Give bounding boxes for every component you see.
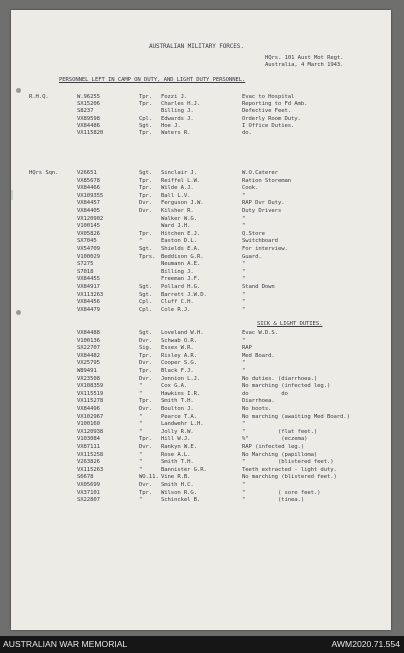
rank: Sgt.	[139, 330, 153, 336]
service-number: VX120902	[77, 215, 104, 222]
personnel-name: Schinckel B.	[161, 497, 201, 504]
remark: "	[242, 291, 246, 298]
personnel-name: Jolly R.W.	[161, 428, 194, 435]
personnel-name: Risley A.R.	[161, 352, 197, 359]
rank: Sgt.	[139, 170, 153, 176]
remark: " (blistered feet.)	[242, 459, 334, 466]
rank: Tpr.	[139, 101, 153, 108]
rank: "	[139, 451, 143, 458]
remark: Stand Down	[242, 284, 275, 290]
footer-bar	[0, 636, 404, 653]
rank: Tpr.	[139, 489, 153, 496]
remark: RAP (infected leg.)	[242, 444, 305, 450]
rank: Tpr.	[139, 185, 153, 192]
remark: Q.Store	[242, 230, 265, 237]
location-date: Australia, 4 March 1943.	[265, 62, 344, 68]
remark: "	[242, 192, 246, 199]
rank: Tprs.	[139, 253, 156, 260]
service-number: S7018	[77, 268, 94, 275]
rank: "	[139, 413, 143, 420]
sick-heading: SICK & LIGHT DUTIES.	[257, 321, 323, 327]
rank: Tpr.	[139, 130, 153, 136]
service-number: VX115519	[77, 390, 104, 397]
remark: No Marching (papilloma)	[242, 451, 318, 458]
service-number: VX84456	[77, 299, 100, 306]
remark: "	[242, 482, 246, 488]
remark: "	[242, 215, 246, 222]
service-number: VX84482	[77, 352, 100, 359]
service-number: VX54709	[77, 246, 100, 252]
document-page	[11, 10, 391, 630]
remark: RAP Dvr Duty.	[242, 200, 285, 207]
personnel-name: Ward J.H.	[161, 223, 191, 230]
page-tab	[11, 190, 13, 200]
service-number: VX109355	[77, 192, 104, 199]
personnel-name: Edwards J.	[161, 115, 194, 122]
remark: I Office Duties.	[242, 122, 295, 129]
rank: "	[139, 238, 143, 245]
remark: "	[242, 299, 246, 306]
personnel-name: Cox G.A.	[161, 383, 188, 390]
service-number: V103084	[77, 436, 100, 443]
rank: Dvr.	[139, 337, 153, 344]
service-number: VX05826	[77, 230, 100, 237]
personnel-name: Ball L.V.	[161, 192, 191, 199]
personnel-name: Ferguson J.W.	[161, 200, 204, 207]
service-number: VX115258	[77, 451, 104, 458]
personnel-name: Waters R.	[161, 130, 191, 136]
service-number: VX115820	[77, 130, 104, 136]
rank: Dvr.	[139, 360, 153, 367]
personnel-name: Wilde A.J.	[161, 185, 194, 192]
remark: No duties. (diarrhoea.)	[242, 375, 318, 382]
unit-name: HQrs. 101 Aust Mot Regt.	[265, 55, 344, 61]
service-number: W.96255	[77, 94, 100, 100]
service-number: VX120938	[77, 428, 104, 435]
service-number: VX37101	[77, 489, 100, 496]
personnel-name: Jennion L.J.	[161, 375, 201, 382]
remark: "	[242, 268, 246, 275]
service-number: VX84496	[77, 406, 100, 412]
remark: Orderly Room Duty.	[242, 115, 301, 122]
service-number: S8237	[77, 108, 94, 115]
service-number: SX22807	[77, 497, 100, 504]
personnel-name: Boulton J.	[161, 406, 194, 412]
personnel-name: Walker W.G.	[161, 215, 197, 222]
service-number: V100145	[77, 223, 100, 230]
remark: "	[242, 276, 246, 283]
service-number: VX108359	[77, 383, 104, 390]
service-number: V263826	[77, 459, 100, 466]
rank: Tpr.	[139, 398, 153, 405]
rank: "	[139, 428, 143, 435]
footer-source: AUSTRALIAN WAR MEMORIAL	[3, 639, 128, 649]
remark: " (flat feet.)	[242, 428, 318, 435]
service-number: VX113263	[77, 291, 104, 298]
service-number: VX84466	[77, 185, 100, 192]
personnel-name: Fozzi J.	[161, 94, 188, 100]
personnel-name: Cooper S.G.	[161, 360, 197, 367]
personnel-name: Essex W.R.	[161, 345, 194, 352]
service-number: VX85678	[77, 177, 100, 184]
personnel-name: Sinclair J.	[161, 170, 197, 176]
service-number: VX115263	[77, 466, 104, 473]
personnel-name: Barrett J.W.D.	[161, 291, 207, 298]
rank: Sgt.	[139, 291, 153, 298]
personnel-name: Black F.J.	[161, 368, 194, 374]
rank: Tpr.	[139, 436, 153, 443]
rank: Cpl.	[139, 115, 153, 122]
remark: Evac W.D.S.	[242, 330, 278, 336]
rank: "	[139, 497, 143, 504]
personnel-name: Hoe J.	[161, 122, 181, 129]
personnel-name: Shields E.A.	[161, 246, 201, 252]
remark: "	[242, 368, 246, 374]
rank: Tpr.	[139, 177, 153, 184]
personnel-name: Billing J.	[161, 108, 194, 115]
remark: "	[242, 337, 246, 344]
personnel-name: Billing J.	[161, 268, 194, 275]
service-number: S7275	[77, 261, 94, 268]
personnel-name: Cluff C.H.	[161, 299, 194, 306]
remark: Med Board.	[242, 352, 275, 359]
remark: "	[242, 261, 246, 268]
binder-hole	[16, 88, 21, 93]
rank: Sgt.	[139, 246, 153, 252]
service-number: V100160	[77, 421, 100, 428]
rank: "	[139, 459, 143, 466]
section-heading: PERSONNEL LEFT IN CAMP ON DUTY, AND LIGHT DUTY PERSONNEL.	[59, 77, 246, 83]
footer-ref: AWM2020.71.554	[331, 639, 400, 649]
personnel-name: Hawkins I.R.	[161, 390, 201, 397]
service-number: VX87111	[77, 444, 100, 450]
personnel-name: Wilson R.G.	[161, 489, 197, 496]
rank: Dvr.	[139, 444, 153, 450]
personnel-name: Smith T.H.	[161, 398, 194, 405]
rhq-label: R.H.Q.	[29, 94, 49, 100]
remark: Teeth extracted - light duty.	[242, 466, 337, 473]
service-number: VX84479	[77, 306, 100, 313]
service-number: VX05699	[77, 482, 100, 488]
personnel-name: Pearce T.A.	[161, 413, 197, 420]
remark: " (tinea.)	[242, 497, 305, 504]
rank: Cpl.	[139, 299, 153, 306]
rank: Dvr.	[139, 208, 153, 214]
remark: " ( sore feet.)	[242, 489, 321, 496]
personnel-name: Smith H.C.	[161, 482, 194, 488]
rank: Sig.	[139, 345, 153, 352]
service-number: VX84405	[77, 208, 100, 214]
rank: "	[139, 466, 143, 473]
binder-hole	[16, 310, 21, 315]
rank: Tpr.	[139, 230, 153, 237]
remark: No marching (infected leg.)	[242, 383, 331, 390]
personnel-name: Schwab O.R.	[161, 337, 197, 344]
service-number: SX22707	[77, 345, 100, 352]
remark: Ration Storeman	[242, 177, 292, 184]
personnel-name: Beddison G.R.	[161, 253, 204, 260]
rank: Sgt.	[139, 284, 153, 290]
document-title: AUSTRALIAN MILITARY FORCES.	[149, 43, 244, 50]
remark: Switchboard	[242, 238, 278, 245]
service-number: VX115278	[77, 398, 104, 405]
personnel-name: Kilsher R.	[161, 208, 194, 214]
rank: Tpr.	[139, 368, 153, 374]
remark: For interview.	[242, 246, 288, 252]
rank: "	[139, 421, 143, 428]
rank: Tpr.	[139, 94, 153, 100]
rank: Sgt.	[139, 122, 153, 129]
rank: Cpl.	[139, 306, 153, 313]
remark: "	[242, 421, 246, 428]
service-number: S6678	[77, 474, 94, 481]
rank: Tpr.	[139, 192, 153, 199]
rank: "	[139, 390, 143, 397]
service-number: V100136	[77, 337, 100, 344]
personnel-name: Vine R.B.	[161, 474, 191, 481]
remark: do.	[242, 130, 252, 136]
service-number: VX84457	[77, 200, 100, 207]
rank: Dvr.	[139, 375, 153, 382]
remark: Diarrhoea.	[242, 398, 275, 405]
remark: Cook.	[242, 185, 259, 192]
remark: W.O.Caterer	[242, 170, 278, 176]
remark: %" (eczema)	[242, 436, 308, 443]
service-number: SX7045	[77, 238, 97, 245]
remark: Duty Drivers	[242, 208, 282, 214]
personnel-name: Hitchen E.J.	[161, 230, 201, 237]
remark: "	[242, 306, 246, 313]
service-number: VX84486	[77, 122, 100, 129]
remark: RAP	[242, 345, 252, 352]
service-number: W89491	[77, 368, 97, 374]
remark: Guard.	[242, 253, 262, 260]
remark: do do	[242, 390, 288, 397]
personnel-name: Easton D.L.	[161, 238, 197, 245]
service-number: V100029	[77, 253, 100, 260]
personnel-name: Cole R.J.	[161, 306, 191, 313]
personnel-name: Smith T.H.	[161, 459, 194, 466]
service-number: VX25795	[77, 360, 100, 367]
rank: "	[139, 383, 143, 390]
remark: No marching (blistered feet.)	[242, 474, 337, 481]
personnel-name: Charles H.J.	[161, 101, 201, 108]
personnel-name: Neumann A.E.	[161, 261, 201, 268]
service-number: VX23508	[77, 375, 100, 382]
hqsqn-label: HQrs Sqn.	[29, 170, 59, 176]
personnel-name: Rose A.L.	[161, 451, 191, 458]
rank: Dvr.	[139, 200, 153, 207]
personnel-name: Landwehr L.H.	[161, 421, 204, 428]
service-number: VX84455	[77, 276, 100, 283]
service-number: V26651	[77, 170, 97, 176]
remark: Evac to Hospital	[242, 94, 295, 100]
service-number: VX84488	[77, 330, 100, 336]
personnel-name: Loveland W.H.	[161, 330, 204, 336]
remark: No boots.	[242, 406, 272, 412]
service-number: VX102967	[77, 413, 104, 420]
rank: WO.11.	[139, 474, 159, 481]
remark: No marching (awaiting Med Board.)	[242, 413, 350, 420]
rank: Tpr.	[139, 352, 153, 359]
service-number: VX89598	[77, 115, 100, 122]
personnel-name: Hill W.J.	[161, 436, 191, 443]
personnel-name: Freeman J.F.	[161, 276, 201, 283]
rank: Dvr.	[139, 406, 153, 412]
remark: Defective Feet.	[242, 108, 292, 115]
personnel-name: Rankyn W.E.	[161, 444, 197, 450]
remark: Reporting to Fd Amb.	[242, 101, 308, 108]
personnel-name: Reiffel L.W.	[161, 177, 201, 184]
rank: Dvr.	[139, 482, 153, 488]
service-number: VX84917	[77, 284, 100, 290]
service-number: SX15206	[77, 101, 100, 108]
remark: "	[242, 223, 246, 230]
personnel-name: Pollard H.G.	[161, 284, 201, 290]
personnel-name: Bannister G.R.	[161, 466, 207, 473]
remark: "	[242, 360, 246, 367]
